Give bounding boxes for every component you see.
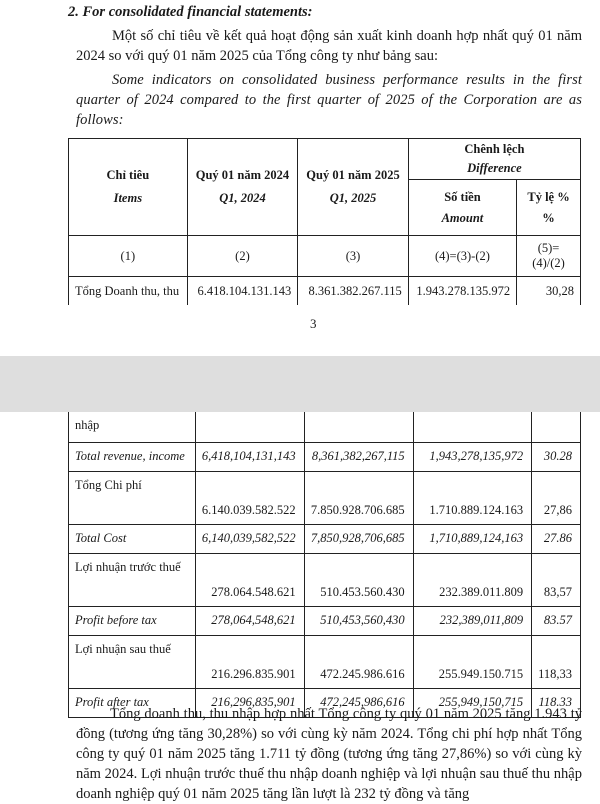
page-gap — [0, 356, 600, 412]
table-row: Profit after tax 216,296,835,901 472,245,986,616 255,949,150,715 118.33 — [69, 689, 581, 718]
table-row: nhập — [69, 412, 581, 443]
col-header-ratio: Tỷ lệ % % — [517, 180, 581, 236]
col-header-items: Chỉ tiêu Items — [69, 139, 188, 236]
table-row: Total revenue, income 6,418,104,131,143 8,361,382,267,115 1,943,278,135,972 30.28 — [69, 443, 581, 472]
table-row: Tổng Chi phí 6.140.039.582.522 7.850.928.706.685 1.710.889.124.163 27,86 — [69, 472, 581, 525]
page-number: 3 — [310, 316, 317, 331]
table-row: Profit before tax 278,064,548,621 510,453,560,430 232,389,011,809 83.57 — [69, 607, 581, 636]
vn-intro-paragraph: Một số chỉ tiêu về kết quả hoạt động sản xuất kinh doanh hợp nhất quý 01 năm 2024 so với quý 01 năm 2025 của Tổng công ty như bảng sau: — [76, 28, 582, 64]
col-header-q1-2024: Quý 01 năm 2024 Q1, 2024 — [187, 139, 298, 236]
table-row: Tổng Doanh thu, thu 6.418.104.131.143 8.361.382.267.115 1.943.278.135.972 30,28 — [69, 277, 581, 306]
table-row: Lợi nhuận trước thuế 278.064.548.621 510.453.560.430 232.389.011.809 83,57 — [69, 554, 581, 607]
indicators-table-header — [68, 138, 581, 305]
col-header-q1-2025: Quý 01 năm 2025 Q1, 2025 — [298, 139, 409, 236]
col-header-difference: Chênh lệch Difference — [408, 139, 580, 180]
section-heading: 2. For consolidated financial statements: — [68, 4, 313, 20]
document-page-1 — [0, 0, 600, 356]
table-row: Total Cost 6,140,039,582,522 7,850,928,706,685 1,710,889,124,163 27.86 — [69, 525, 581, 554]
table-row: Lợi nhuận sau thuế 216.296.835.901 472.245.986.616 255.949.150.715 118,33 — [69, 636, 581, 689]
en-intro-paragraph: Some indicators on consolidated business performance results in the first quarter of 2024 compared to the first quarter of 2025 of the Corporation are as follows: — [76, 72, 582, 128]
col-header-amount: Số tiền Amount — [408, 180, 516, 236]
document-page-2 — [0, 412, 600, 800]
indicators-table-continued — [68, 412, 581, 718]
codes-row: (1) (2) (3) (4)=(3)-(2) (5)= (4)/(2) — [69, 236, 581, 277]
summary-paragraph: Tổng doanh thu, thu nhập hợp nhất Tổng công ty quý 01 năm 2025 tăng 1.943 tỷ đồng (tương ứng tăng 30,28%) so với cùng kỳ năm 2024. Tổng chi phí hợp nhất Tổng công ty quý 01 năm 2025 tăng 1.711 tỷ đồng (tương ứng tăng 27,86%) so với cùng kỳ năm 2024. Lợi nhuận trước thuế thu nhập doanh nghiệp và lợi nhuận sau thuế thu nhập doanh nghiệp quý 01 năm 2025 tăng lần lượt là 232 tỷ đồng và tăng — [76, 706, 582, 802]
